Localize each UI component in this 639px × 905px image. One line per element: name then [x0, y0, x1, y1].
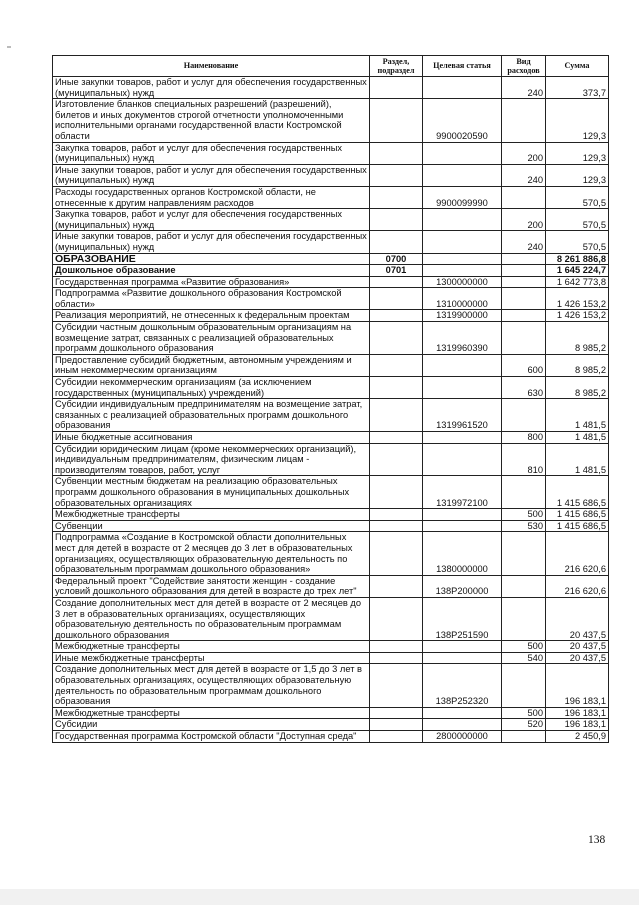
cell-name: Субвенции местным бюджетам на реализацию образовательных программ дошкольного образования в муниципальных дошкольных образовательных организациях: [53, 476, 370, 509]
cell-type: [502, 276, 546, 288]
cell-target: [423, 520, 502, 532]
cell-target: 1319960390: [423, 322, 502, 355]
cell-type: 240: [502, 77, 546, 99]
cell-section: [370, 142, 423, 164]
cell-type: [502, 575, 546, 597]
table-row: [53, 231, 609, 253]
cell-name: Субсидии некоммерческим организациям (за исключением государственных (муниципальных) учреждений): [53, 377, 370, 399]
cell-sum: 1 415 686,5: [546, 476, 609, 509]
cell-type: 200: [502, 142, 546, 164]
cell-type: [502, 532, 546, 575]
cell-target: [423, 509, 502, 521]
header-section: Раздел, подраздел: [370, 56, 423, 77]
cell-sum: 216 620,6: [546, 575, 609, 597]
cell-target: [423, 652, 502, 664]
cell-name: Межбюджетные трансферты: [53, 509, 370, 521]
cell-section: [370, 520, 423, 532]
table-row: [53, 399, 609, 432]
cell-target: [423, 231, 502, 253]
cell-type: 240: [502, 231, 546, 253]
cell-type: 800: [502, 432, 546, 444]
cell-name: Закупка товаров, работ и услуг для обеспечения государственных (муниципальных) нужд: [53, 142, 370, 164]
cell-name: Создание дополнительных мест для детей в возрасте от 2 месяцев до 3 лет в образовательных организациях, осуществляющих образовательную деятельность по образовательным программам дошкольного образования: [53, 597, 370, 640]
header-sum: Сумма: [546, 56, 609, 77]
cell-section: [370, 354, 423, 376]
cell-sum: 20 437,5: [546, 652, 609, 664]
table-row: [53, 186, 609, 208]
cell-type: 240: [502, 164, 546, 186]
cell-type: 500: [502, 707, 546, 719]
table-row: [53, 532, 609, 575]
cell-name: Межбюджетные трансферты: [53, 707, 370, 719]
cell-section: [370, 597, 423, 640]
table-row: [53, 509, 609, 521]
cell-target: 1319961520: [423, 399, 502, 432]
cell-sum: 196 183,1: [546, 707, 609, 719]
cell-section: [370, 432, 423, 444]
cell-target: 1380000000: [423, 532, 502, 575]
cell-type: [502, 664, 546, 707]
cell-section: [370, 310, 423, 322]
table-row: [53, 575, 609, 597]
header-name: Наименование: [53, 56, 370, 77]
cell-type: 540: [502, 652, 546, 664]
table-row: [53, 99, 609, 142]
cell-name: Подпрограмма «Развитие дошкольного образования Костромской области»: [53, 288, 370, 310]
cell-sum: 20 437,5: [546, 597, 609, 640]
cell-sum: 373,7: [546, 77, 609, 99]
cell-section: [370, 77, 423, 99]
cell-sum: 1 481,5: [546, 443, 609, 476]
cell-sum: 8 985,2: [546, 322, 609, 355]
cell-target: 9900020590: [423, 99, 502, 142]
cell-type: 600: [502, 354, 546, 376]
cell-sum: 1 645 224,7: [546, 265, 609, 277]
cell-target: [423, 719, 502, 731]
cell-target: [423, 377, 502, 399]
table-row: [53, 209, 609, 231]
cell-section: [370, 707, 423, 719]
cell-sum: 1 642 773,8: [546, 276, 609, 288]
cell-target: 1310000000: [423, 288, 502, 310]
cell-sum: 20 437,5: [546, 641, 609, 653]
cell-sum: 1 426 153,2: [546, 288, 609, 310]
cell-target: [423, 265, 502, 277]
table-row: [53, 276, 609, 288]
cell-target: [423, 641, 502, 653]
cell-section: [370, 231, 423, 253]
table-row: [53, 520, 609, 532]
cell-name: Субсидии: [53, 719, 370, 731]
cell-type: [502, 265, 546, 277]
cell-section: 0700: [370, 253, 423, 265]
table-row: [53, 142, 609, 164]
table-row: [53, 664, 609, 707]
cell-target: 9900099990: [423, 186, 502, 208]
cell-name: Субвенции: [53, 520, 370, 532]
table-row: [53, 443, 609, 476]
table-row: [53, 432, 609, 444]
table-row: [53, 641, 609, 653]
table-row: [53, 652, 609, 664]
table-row: [53, 597, 609, 640]
cell-type: 530: [502, 520, 546, 532]
cell-sum: 8 261 886,8: [546, 253, 609, 265]
cell-target: [423, 164, 502, 186]
page-number: 138: [588, 834, 606, 846]
cell-name: Государственная программа «Развитие образования»: [53, 276, 370, 288]
scan-artifact: [7, 46, 11, 48]
cell-sum: 1 481,5: [546, 399, 609, 432]
cell-sum: 2 450,9: [546, 731, 609, 743]
cell-target: 138P252320: [423, 664, 502, 707]
cell-target: [423, 253, 502, 265]
budget-table: [52, 55, 609, 743]
cell-section: [370, 731, 423, 743]
cell-type: [502, 597, 546, 640]
cell-sum: 570,5: [546, 231, 609, 253]
cell-type: [502, 253, 546, 265]
cell-name: Дошкольное образование: [53, 265, 370, 277]
table-row: [53, 253, 609, 265]
cell-target: [423, 707, 502, 719]
cell-name: Создание дополнительных мест для детей в возрасте от 1,5 до 3 лет в образовательных организациях, осуществляющих образовательную деятельность по образовательным программам дошкольного образования: [53, 664, 370, 707]
cell-section: [370, 377, 423, 399]
cell-sum: 1 481,5: [546, 432, 609, 444]
scan-bottom-band: [0, 889, 639, 905]
cell-name: Закупка товаров, работ и услуг для обеспечения государственных (муниципальных) нужд: [53, 209, 370, 231]
cell-name: Межбюджетные трансферты: [53, 641, 370, 653]
cell-section: [370, 288, 423, 310]
table-row: [53, 322, 609, 355]
header-target: Целевая статья: [423, 56, 502, 77]
cell-name: Федеральный проект "Содействие занятости женщин - создание условий дошкольного образования для детей в возрасте до трех лет": [53, 575, 370, 597]
cell-type: 500: [502, 641, 546, 653]
cell-name: Расходы государственных органов Костромской области, не отнесенные к другим направлениям расходов: [53, 186, 370, 208]
cell-name: Иные бюджетные ассигнования: [53, 432, 370, 444]
cell-section: [370, 652, 423, 664]
cell-name: Иные межбюджетные трансферты: [53, 652, 370, 664]
cell-target: [423, 432, 502, 444]
table-row: [53, 164, 609, 186]
cell-target: [423, 142, 502, 164]
cell-name: Иные закупки товаров, работ и услуг для обеспечения государственных (муниципальных) нужд: [53, 164, 370, 186]
cell-type: [502, 476, 546, 509]
cell-target: 2800000000: [423, 731, 502, 743]
cell-target: [423, 209, 502, 231]
table-header-row: [53, 56, 609, 77]
cell-name: ОБРАЗОВАНИЕ: [53, 253, 370, 265]
cell-sum: 8 985,2: [546, 354, 609, 376]
cell-section: [370, 664, 423, 707]
cell-target: 1300000000: [423, 276, 502, 288]
cell-target: 138P251590: [423, 597, 502, 640]
cell-name: Изготовление бланков специальных разрешений (разрешений), билетов и иных документов строгой отчетности уполномоченными исполнительными органами государственной власти Костромской области: [53, 99, 370, 142]
cell-type: 630: [502, 377, 546, 399]
cell-sum: 129,3: [546, 99, 609, 142]
cell-name: Иные закупки товаров, работ и услуг для обеспечения государственных (муниципальных) нужд: [53, 77, 370, 99]
cell-target: [423, 354, 502, 376]
cell-target: 1319972100: [423, 476, 502, 509]
cell-target: 138P200000: [423, 575, 502, 597]
cell-section: [370, 641, 423, 653]
cell-sum: 1 415 686,5: [546, 509, 609, 521]
cell-type: [502, 99, 546, 142]
table-row: [53, 476, 609, 509]
cell-sum: 216 620,6: [546, 532, 609, 575]
cell-type: 500: [502, 509, 546, 521]
cell-section: [370, 443, 423, 476]
cell-section: 0701: [370, 265, 423, 277]
cell-name: Субсидии частным дошкольным образовательным организациям на возмещение затрат, связанных с реализацией образовательных программ дошкольного образования: [53, 322, 370, 355]
cell-section: [370, 164, 423, 186]
cell-type: [502, 310, 546, 322]
table-row: [53, 77, 609, 99]
cell-name: Субсидии индивидуальным предпринимателям на возмещение затрат, связанных с реализацией образовательных программ дошкольного образования: [53, 399, 370, 432]
cell-name: Государственная программа Костромской области "Доступная среда": [53, 731, 370, 743]
header-type: Вид расходов: [502, 56, 546, 77]
table-row: [53, 377, 609, 399]
cell-section: [370, 99, 423, 142]
cell-section: [370, 399, 423, 432]
cell-name: Иные закупки товаров, работ и услуг для обеспечения государственных (муниципальных) нужд: [53, 231, 370, 253]
cell-section: [370, 209, 423, 231]
cell-sum: 570,5: [546, 186, 609, 208]
table-row: [53, 310, 609, 322]
cell-name: Подпрограмма «Создание в Костромской области дополнительных мест для детей в возрасте от 2 месяцев до 3 лет в образовательных организациях, осуществляющих образовательную деятельность по образовательным программам дошкольного образования»: [53, 532, 370, 575]
cell-section: [370, 276, 423, 288]
cell-section: [370, 186, 423, 208]
cell-type: 520: [502, 719, 546, 731]
cell-section: [370, 719, 423, 731]
cell-type: [502, 288, 546, 310]
table-row: [53, 265, 609, 277]
cell-type: [502, 399, 546, 432]
cell-sum: 1 415 686,5: [546, 520, 609, 532]
cell-type: [502, 322, 546, 355]
cell-type: 810: [502, 443, 546, 476]
cell-target: 1319900000: [423, 310, 502, 322]
cell-type: [502, 731, 546, 743]
table-row: [53, 354, 609, 376]
table-row: [53, 288, 609, 310]
cell-sum: 1 426 153,2: [546, 310, 609, 322]
cell-type: 200: [502, 209, 546, 231]
cell-sum: 129,3: [546, 142, 609, 164]
cell-target: [423, 443, 502, 476]
table-body: [53, 77, 609, 743]
cell-section: [370, 532, 423, 575]
cell-section: [370, 476, 423, 509]
cell-name: Субсидии юридическим лицам (кроме некоммерческих организаций), индивидуальным предпринимателям, физическим лицам - производителям товаров, работ, услуг: [53, 443, 370, 476]
cell-sum: 570,5: [546, 209, 609, 231]
cell-sum: 196 183,1: [546, 664, 609, 707]
cell-name: Предоставление субсидий бюджетным, автономным учреждениям и иным некоммерческим организациям: [53, 354, 370, 376]
cell-section: [370, 509, 423, 521]
cell-sum: 129,3: [546, 164, 609, 186]
cell-section: [370, 575, 423, 597]
table-row: [53, 719, 609, 731]
cell-name: Реализация мероприятий, не отнесенных к федеральным проектам: [53, 310, 370, 322]
table-row: [53, 707, 609, 719]
cell-sum: 8 985,2: [546, 377, 609, 399]
table-row: [53, 731, 609, 743]
cell-sum: 196 183,1: [546, 719, 609, 731]
cell-section: [370, 322, 423, 355]
cell-type: [502, 186, 546, 208]
cell-target: [423, 77, 502, 99]
